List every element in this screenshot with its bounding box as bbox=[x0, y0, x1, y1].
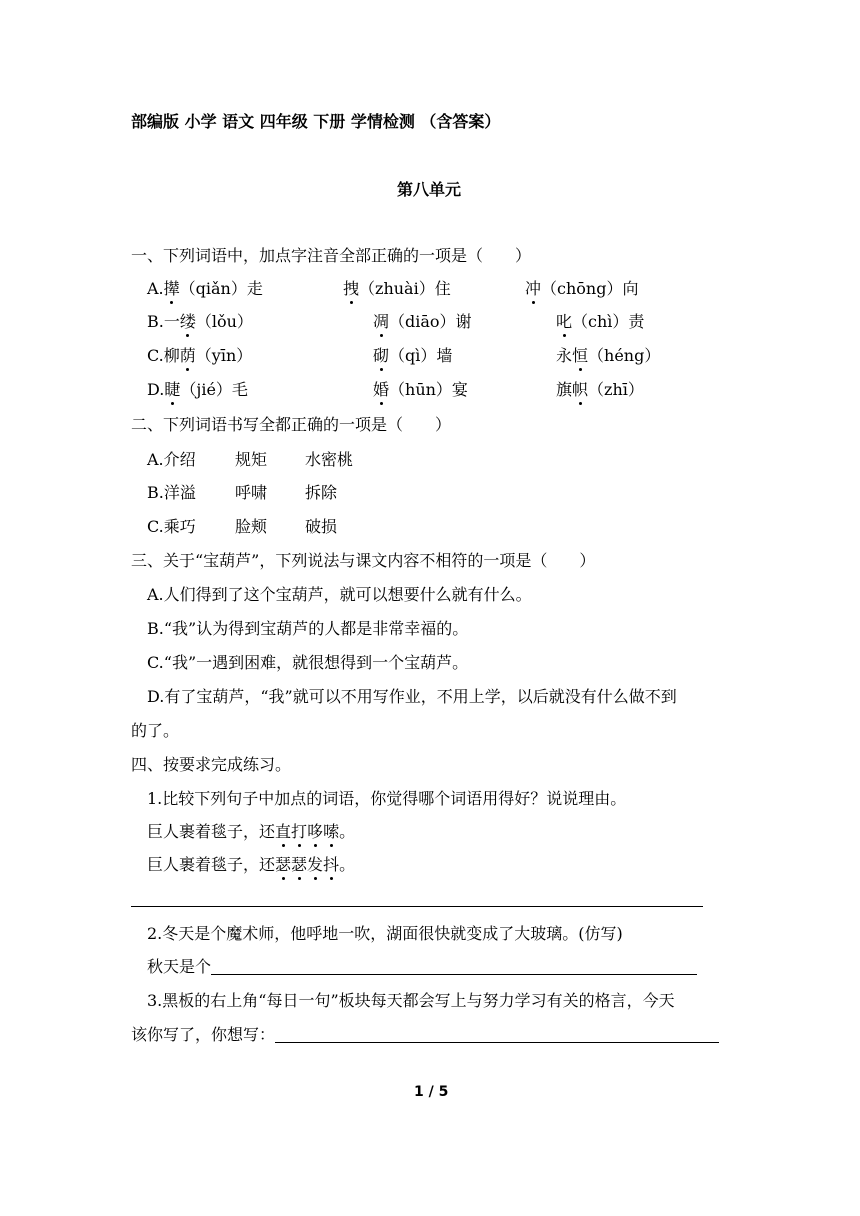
q3-option-b: B.“我”认为得到宝葫芦的人都是非常幸福的。 bbox=[147, 619, 469, 638]
q2-option-b-word3: 拆除 bbox=[305, 483, 338, 502]
q1-stem: 一、下列词语中，加点字注音全部正确的一项是（ ） bbox=[131, 246, 532, 265]
q4-item3-prompt: 3.黑板的右上角“每日一句”板块每天都会写上与努力学习有关的格言，今天 bbox=[147, 991, 675, 1010]
q2-stem: 二、下列词语书写全都正确的一项是（ ） bbox=[131, 415, 452, 434]
document-title: 部编版 小学 语文 四年级 下册 学情检测 （含答案） bbox=[131, 112, 501, 131]
q1-option-b-word3: 叱（chì）责 bbox=[556, 312, 645, 331]
q4-stem: 四、按要求完成练习。 bbox=[131, 755, 292, 774]
q4-item2-answer-line[interactable] bbox=[211, 958, 697, 975]
q4-item3-answer-row: 该你写了，你想写： bbox=[131, 1025, 719, 1045]
q1-option-b-word2: 凋（diāo）谢 bbox=[373, 312, 472, 331]
q4-item1-sentence1: 巨人裹着毯子，还直打哆嗦。 bbox=[147, 822, 356, 841]
q1-option-d-word3: 旗帜（zhī） bbox=[556, 380, 644, 399]
q1-option-a-word1: A.撵（qiǎn）走 bbox=[147, 279, 263, 298]
q2-option-a-word3: 水密桃 bbox=[305, 450, 354, 469]
q3-stem: 三、关于“宝葫芦”，下列说法与课文内容不相符的一项是（ ） bbox=[131, 551, 596, 570]
q2-option-c-word2: 脸颊 bbox=[235, 517, 268, 536]
q3-option-a: A.人们得到了这个宝葫芦，就可以想要什么就有什么。 bbox=[147, 585, 532, 604]
q3-option-c: C.“我”一遇到困难，就很想得到一个宝葫芦。 bbox=[147, 653, 469, 672]
q1-option-c-word3: 永恒（héng） bbox=[556, 346, 661, 365]
page-number: 1 / 5 bbox=[414, 1084, 449, 1100]
q1-option-d-word2: 婚（hūn）宴 bbox=[373, 380, 468, 399]
q3-option-d-continued: 的了。 bbox=[131, 721, 180, 740]
q4-item1-prompt: 1.比较下列句子中加点的词语，你觉得哪个词语用得好？说说理由。 bbox=[147, 789, 627, 808]
q3-option-d: D.有了宝葫芦，“我”就可以不用写作业，不用上学，以后就没有什么做不到 bbox=[147, 687, 677, 706]
q4-item2-answer-row: 秋天是个 bbox=[147, 957, 697, 977]
q1-option-b-word1: B.一缕（lǒu） bbox=[147, 312, 253, 331]
q2-option-c-word3: 破损 bbox=[305, 517, 338, 536]
q1-option-a-word2: 拽（zhuài）住 bbox=[343, 279, 451, 298]
q1-option-d-word1: D.睫（jié）毛 bbox=[147, 380, 248, 399]
q2-option-b-word2: 呼啸 bbox=[235, 483, 268, 502]
q2-option-a-word1: A.介绍 bbox=[147, 450, 196, 469]
unit-heading: 第八单元 bbox=[397, 180, 462, 199]
q4-item2-prompt: 2.冬天是个魔术师，他呼地一吹，湖面很快就变成了大玻璃。(仿写) bbox=[147, 924, 623, 943]
q2-option-c-word1: C.乘巧 bbox=[147, 517, 196, 536]
q1-option-c-word2: 砌（qì）墙 bbox=[373, 346, 453, 365]
q4-item1-answer-line[interactable] bbox=[131, 906, 703, 907]
q2-option-a-word2: 规矩 bbox=[235, 450, 268, 469]
q4-item3-answer-line[interactable] bbox=[275, 1026, 719, 1043]
q4-item1-sentence2: 巨人裹着毯子，还瑟瑟发抖。 bbox=[147, 855, 356, 874]
q1-option-a-word3: 冲（chōng）向 bbox=[525, 279, 639, 298]
q1-option-c-word1: C.柳荫（yīn） bbox=[147, 346, 253, 365]
q2-option-b-word1: B.洋溢 bbox=[147, 483, 196, 502]
